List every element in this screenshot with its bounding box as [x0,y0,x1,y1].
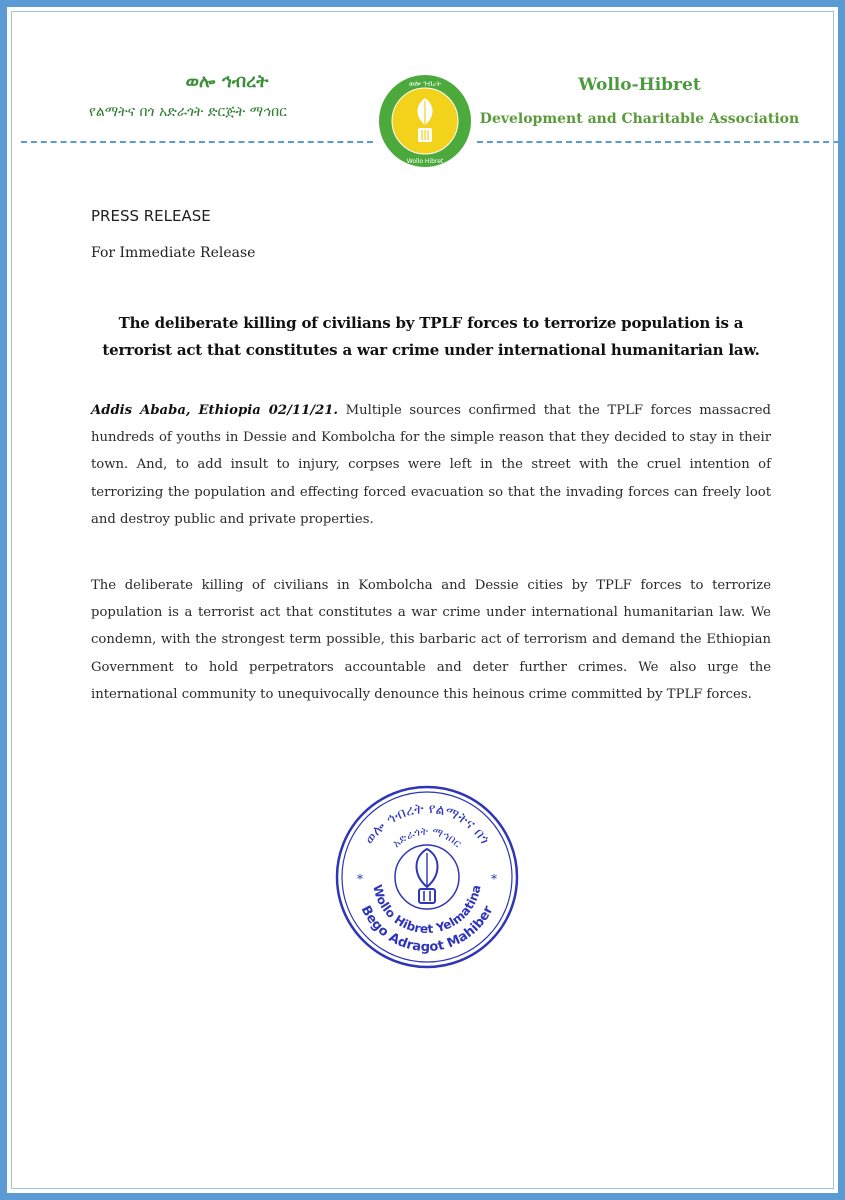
stamp-emblem-icon [417,849,438,903]
headline-line-2: terrorist act that constitutes a war crime under international humanitarian law. [102,341,760,359]
logo-top-text: ወሎ ኅብረት [409,80,441,88]
press-release-label: PRESS RELEASE [91,207,211,225]
logo-bottom-text: Wollo Hibret [406,158,444,165]
header-divider-left [21,141,373,143]
amharic-org-name: ወሎ ኅብረት [185,71,269,92]
english-org-name: Wollo-Hibret [578,75,701,95]
organization-logo [377,73,473,169]
amharic-org-subtitle: የልማትና በጎ አድራጎት ድርጅት ማኅበር [89,104,287,120]
header-amharic-block [77,71,377,120]
immediate-release-label: For Immediate Release [91,245,256,261]
official-stamp [333,783,521,971]
headline-line-1: The deliberate killing of civilians by TPLF forces to terrorize population is a [118,314,744,332]
dateline: Addis Ababa, Ethiopia 02/11/21. [91,403,339,418]
stamp-star-left-icon: * [357,872,363,886]
stamp-top-text: ወሎ ኅብረት የልማትና በጎ [361,800,493,848]
header-english-block [477,75,802,127]
english-org-subtitle: Development and Charitable Association [479,111,800,127]
paragraph-1-text: Multiple sources confirmed that the TPLF forces massacred hundreds of youths in Dessie and Kombolcha for the simple reason that they decided to stay in their town. And, to add insult to injury, corpses were left in the street with the cruel intention of terrorizing the population and effecting forced evacuation so that the invading forces can freely loot and destroy public and private properties. [91,403,771,527]
headline [91,310,771,364]
stamp-bottom-text-2: Bego Adragot Mahiber [357,903,497,956]
body-paragraph-2: The deliberate killing of civilians in Kombolcha and Dessie cities by TPLF forces to terrorize population is a terrorist act that constitutes a war crime under international humanitarian law. We condemn, with the strongest term possible, this barbaric act of terrorism and demand the Ethiopian Government to hold perpetrators accountable and deter further crimes. We also urge the international community to unequivocally denounce this heinous crime committed by TPLF forces. [91,578,771,702]
header-divider-right [477,141,839,143]
stamp-inner-top-text: አድራጎት ማኅበር [389,824,465,851]
stamp-bottom-text-1: Wollo Hibret Yelmatina [370,883,484,937]
body-paragraph-1 [91,397,771,533]
stamp-star-right-icon: * [491,872,497,886]
